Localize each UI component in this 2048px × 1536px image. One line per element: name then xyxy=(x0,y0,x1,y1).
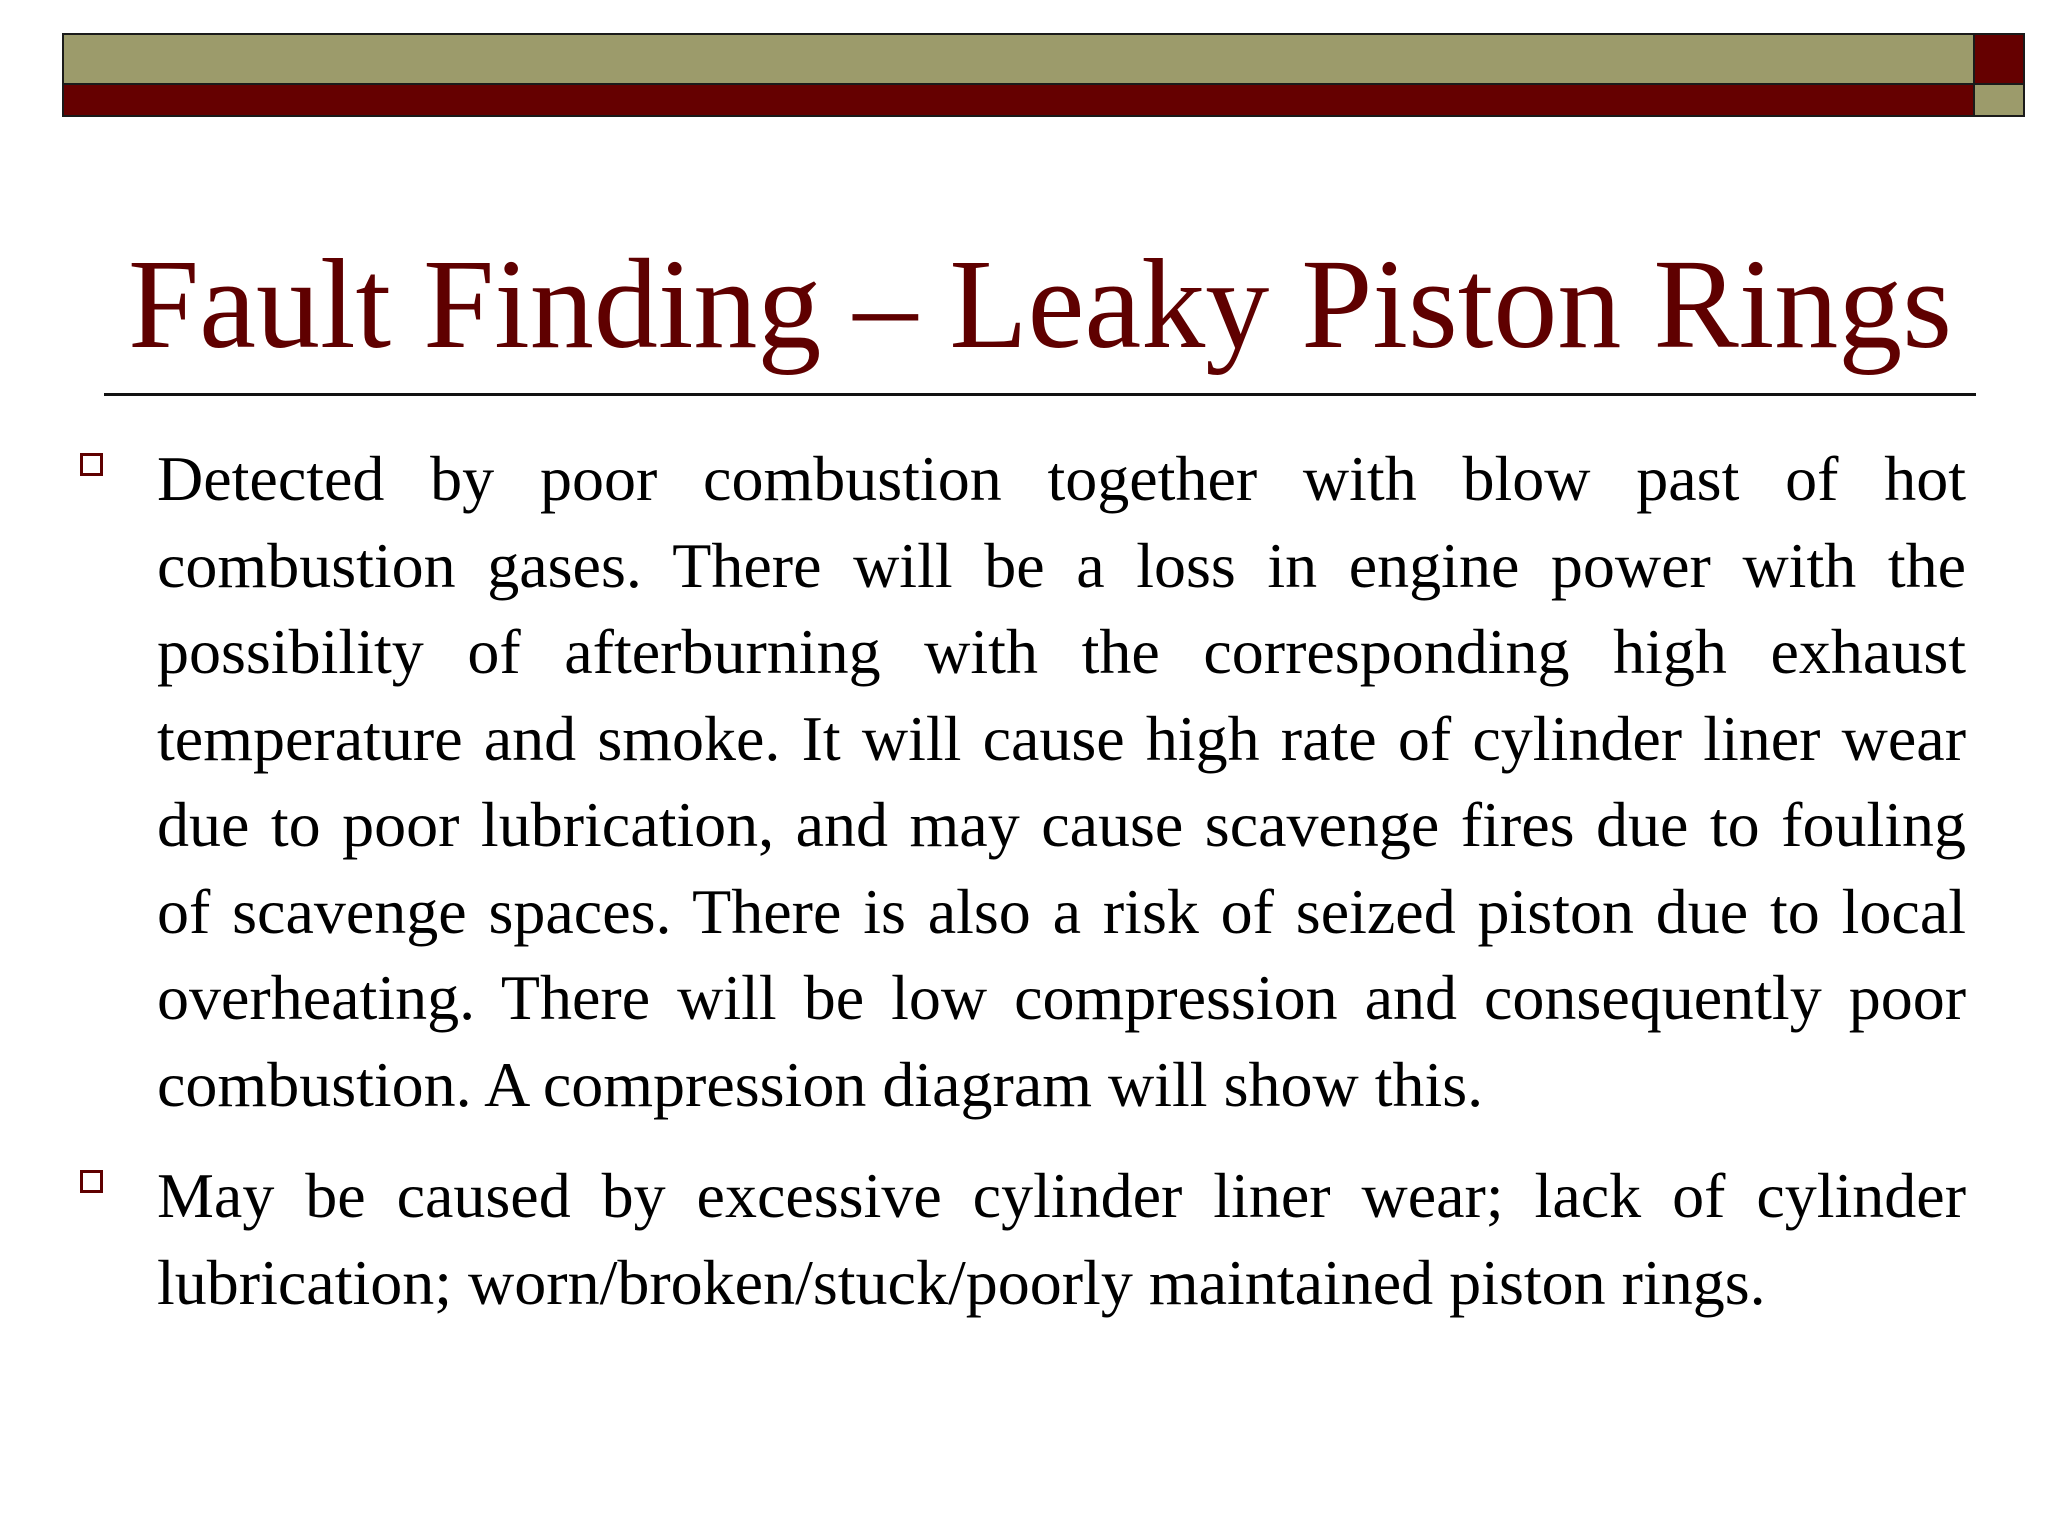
bullet-item xyxy=(0,1153,2048,1326)
slide-content xyxy=(0,436,2048,1351)
header-corner-olive-block xyxy=(1973,83,2025,117)
bullet-item xyxy=(0,436,2048,1128)
bullet-text: Detected by poor combustion together with blow past of hot combustion gases. There will be a loss in engine power with the possibility of afterburning with the corresponding high exhaust temperature and smoke. It will cause high rate of cylinder liner wear due to poor lubrication, and may cause scavenge fires due to fouling of scavenge spaces. There is also a risk of seized piston due to local overheating. There will be low compression and consequently poor combustion. A compression diagram will show this. xyxy=(157,443,1966,1120)
header-maroon-band xyxy=(62,83,1975,117)
hollow-square-bullet-icon xyxy=(80,453,103,476)
header-corner-maroon-block xyxy=(1973,33,2025,85)
slide-title: Fault Finding – Leaky Piston Rings xyxy=(127,233,1953,375)
bullet-text: May be caused by excessive cylinder liner wear; lack of cylinder lubrication; worn/broken/stuck/poorly maintained piston rings. xyxy=(157,1160,1966,1318)
hollow-square-bullet-icon xyxy=(80,1170,103,1193)
title-divider xyxy=(104,393,1976,396)
header-olive-band xyxy=(62,33,1975,85)
